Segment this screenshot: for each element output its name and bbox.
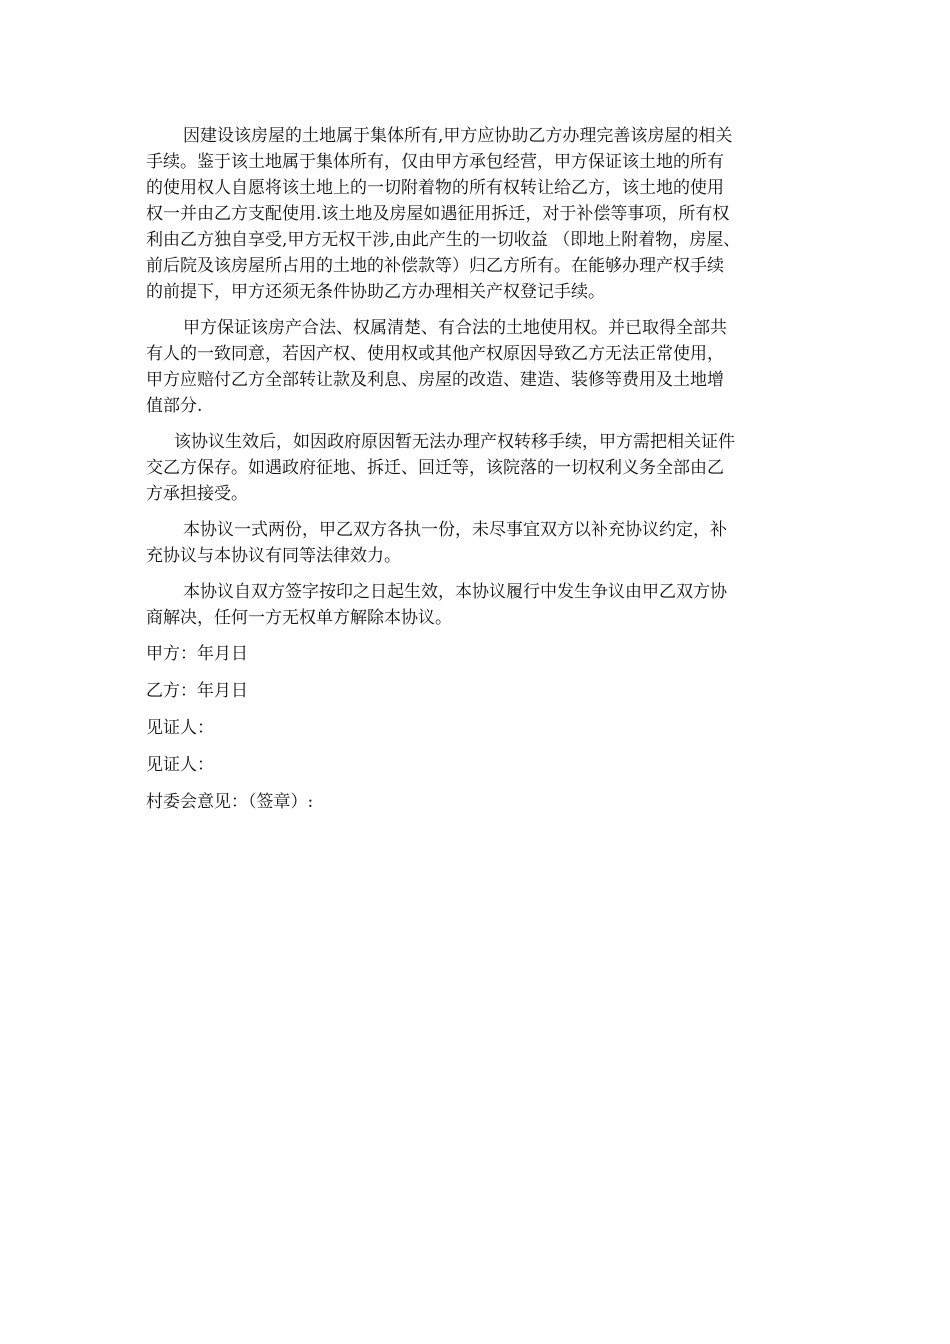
text-line: 方承担接受。 xyxy=(146,484,248,504)
text-line: 交乙方保存。如遇政府征地、拆迁、回迁等，该院落的一切权利义务全部由乙 xyxy=(146,458,724,478)
text-line: 前后院及该房屋所占用的土地的补偿款等）归乙方所有。在能够办理产权手续 xyxy=(146,256,724,276)
paragraph-transfer-procedure xyxy=(146,429,826,507)
text-line: 因建设该房屋的土地属于集体所有,甲方应协助乙方办理完善该房屋的相关 xyxy=(183,126,733,146)
text-line: 权一并由乙方支配使用.该土地及房屋如遇征用拆迁，对于补偿等事项，所有权 xyxy=(146,204,730,224)
witness-signature-1: 见证人： xyxy=(146,718,214,738)
text-line: 值部分. xyxy=(146,396,203,416)
text-line: 手续。鉴于该土地属于集体所有，仅由甲方承包经营，甲方保证该土地的所有 xyxy=(146,152,724,172)
document-body xyxy=(146,123,826,826)
text-line: 本协议一式两份，甲乙双方各执一份，未尽事宜双方以补充协议约定，补 xyxy=(183,520,727,540)
text-line: 充协议与本协议有同等法律效力。 xyxy=(146,546,401,566)
text-line: 利由乙方独自享受,甲方无权干涉,由此产生的一切收益 （即地上附着物，房屋、 xyxy=(146,230,741,250)
party-b-signature: 乙方：年月日 xyxy=(146,681,248,701)
text-line: 商解决，任何一方无权单方解除本协议。 xyxy=(146,608,452,628)
text-line: 甲方保证该房产合法、权属清楚、有合法的土地使用权。并已取得全部共 xyxy=(183,318,727,338)
paragraph-effective-date xyxy=(146,579,826,631)
text-line: 本协议自双方签字按印之日起生效，本协议履行中发生争议由甲乙双方协 xyxy=(183,582,727,602)
text-line: 该协议生效后，如因政府原因暂无法办理产权转移手续，甲方需把相关证件 xyxy=(174,432,735,452)
paragraph-land-ownership xyxy=(146,123,826,305)
text-line: 有人的一致同意，若因产权、使用权或其他产权原因导致乙方无法正常使用， xyxy=(146,344,724,364)
witness-signature-2: 见证人： xyxy=(146,755,214,775)
village-committee-opinion: 村委会意见：（签章）: xyxy=(146,792,314,812)
paragraph-property-guarantee xyxy=(146,315,826,419)
text-line: 的前提下，甲方还须无条件协助乙方办理相关产权登记手续。 xyxy=(146,282,605,302)
text-line: 甲方应赔付乙方全部转让款及利息、房屋的改造、建造、装修等费用及土地增 xyxy=(146,370,724,390)
party-a-signature: 甲方：年月日 xyxy=(146,644,248,664)
text-line: 的使用权人自愿将该土地上的一切附着物的所有权转让给乙方，该土地的使用 xyxy=(146,178,724,198)
paragraph-copies xyxy=(146,517,826,569)
